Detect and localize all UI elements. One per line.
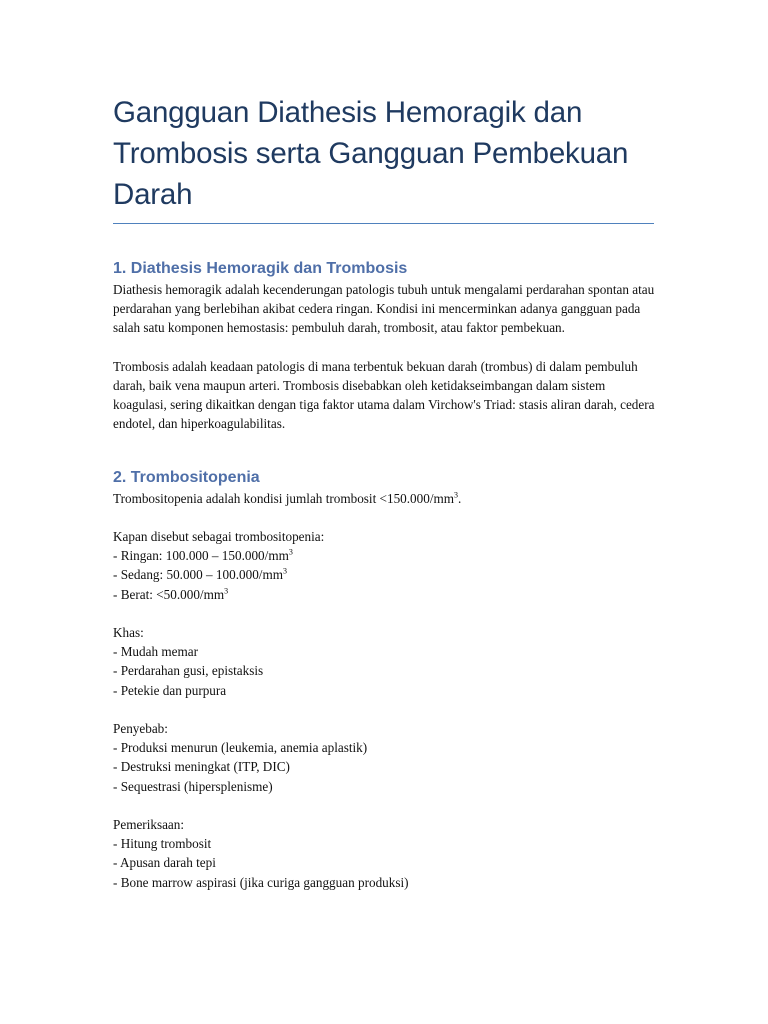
paragraph-diathesis: Diathesis hemoragik adalah kecenderungan patologis tubuh untuk mengalami perdarahan spontan atau perdarahan yang berlebihan akibat cedera ringan. Kondisi ini mencerminkan adanya gangguan pada salah satu komponen hemostasis: pembuluh darah, trombosit, atau faktor pembekuan. xyxy=(113,282,655,336)
grading-item-text: - Berat: <50.000/mm xyxy=(113,586,225,602)
khas-label: Khas: xyxy=(113,625,144,640)
document-title: Gangguan Diathesis Hemoragik dan Trombosis serta Gangguan Pembekuan Darah xyxy=(113,96,629,211)
definition-sup: 3 xyxy=(454,490,459,500)
grading-item-text: - Sedang: 50.000 – 100.000/mm xyxy=(113,567,283,583)
section-heading-1: 1. Diathesis Hemoragik dan Trombosis xyxy=(113,260,408,277)
definition-tail: . xyxy=(458,490,462,506)
list-item: - Sequestrasi (hipersplenisme) xyxy=(113,778,273,794)
definition-text: Trombositopenia adalah kondisi jumlah trombosit <150.000/mm xyxy=(113,490,455,506)
document-page xyxy=(113,92,658,892)
grading-label: Kapan disebut sebagai trombositopenia: xyxy=(113,529,325,544)
section-heading-2: 2. Trombositopenia xyxy=(113,468,260,486)
paragraph-trombosis: Trombosis adalah keadaan patologis di mana terbentuk bekuan darah (trombus) di dalam pembuluh darah, baik vena maupun arteri. Trombosis disebabkan oleh ketidakseimbangan dalam sistem koagulasi, sering dikaitkan dengan tiga faktor utama dalam Virchow's Triad: stasis aliran darah, cedera endotel, dan hiperkoagulabilitas. xyxy=(113,358,655,432)
list-item: - Mudah memar xyxy=(113,644,198,660)
list-item xyxy=(113,546,658,565)
penyebab-label: Penyebab: xyxy=(113,721,168,736)
title-divider xyxy=(113,223,654,224)
list-item xyxy=(113,585,658,604)
list-item: - Perdarahan gusi, epistaksis xyxy=(113,663,264,679)
grading-item-text: - Ringan: 100.000 – 150.000/mm xyxy=(113,548,289,564)
grading-item-sup: 3 xyxy=(224,586,229,596)
list-item: - Petekie dan purpura xyxy=(113,682,227,698)
list-item: - Apusan darah tepi xyxy=(113,855,216,871)
list-item: - Bone marrow aspirasi (jika curiga gangguan produksi) xyxy=(113,874,409,890)
pemeriksaan-label: Pemeriksaan: xyxy=(113,817,185,832)
grading-item-sup: 3 xyxy=(288,547,293,557)
list-item: - Produksi menurun (leukemia, anemia aplastik) xyxy=(113,740,368,756)
list-item xyxy=(113,565,658,584)
grading-item-sup: 3 xyxy=(282,567,287,577)
definition-line xyxy=(113,489,658,508)
list-item: - Destruksi meningkat (ITP, DIC) xyxy=(113,759,290,775)
list-item: - Hitung trombosit xyxy=(113,836,212,852)
